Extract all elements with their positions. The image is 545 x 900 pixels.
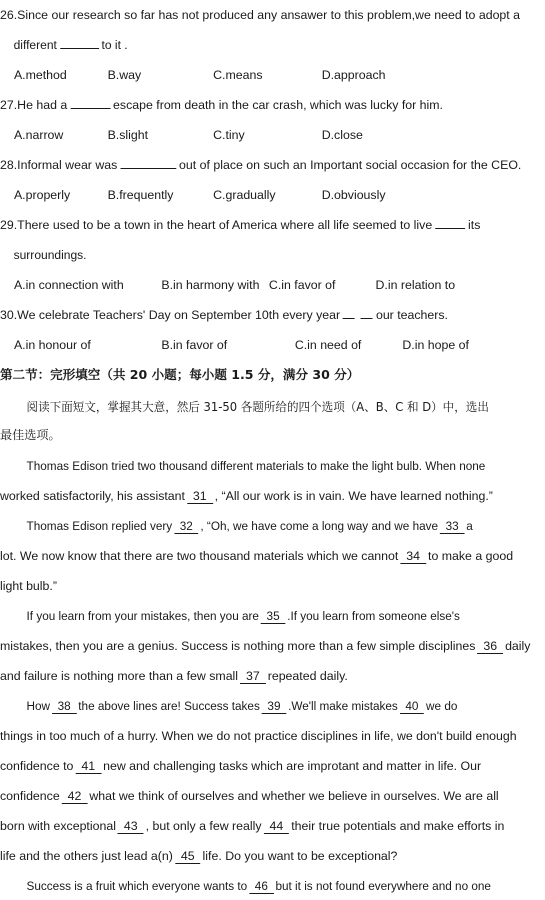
option-a: A.in connection with [13,278,124,292]
passage-text: we do [426,699,458,713]
option-b: B.in harmony with [161,278,260,292]
option-c: C.in favor of [268,278,336,292]
question-29-text-1: 29.There used to be a town in the heart of America where all life seemed to live [0,218,433,232]
answer-blank [343,304,355,319]
blank-38: 38 [52,699,76,714]
passage-text: their true potentials and make efforts in [291,819,505,833]
option-d: D.approach [321,68,386,82]
blank-37: 37 [240,669,266,684]
passage-line [0,845,545,867]
option-d: D.in relation to [375,278,456,292]
passage-text: Success is a fruit which everyone wants to [26,879,248,893]
passage-text: worked satisfactorily, his assistant [0,489,185,503]
option-b: B.way [107,68,142,82]
passage-text: a [466,519,473,533]
question-29-text-2: its [468,218,481,232]
blank-32: 32 [174,519,198,534]
question-27-options [0,124,545,146]
passage-text: repeated daily. [267,669,348,683]
passage-line [0,455,545,477]
passage-text: life and the others just lead a(n) [0,849,173,863]
answer-blank [361,304,373,319]
question-29-text-3: surroundings. [13,248,87,262]
passage-text: confidence to [0,759,74,773]
answer-blank [60,34,99,49]
answer-blank [120,154,176,169]
blank-42: 42 [62,789,88,804]
question-30-text-2: our teachers. [375,308,448,322]
question-30-options [0,334,545,356]
question-28-text-1: 28.Informal wear was [0,158,118,172]
passage-line [0,785,545,807]
blank-36: 36 [477,639,503,654]
question-26-stem [0,4,545,26]
question-26-text-b1: different [13,38,57,52]
option-c: C.gradually [213,188,276,202]
passage-text: , “Oh, we have come a long way and we have [200,519,439,533]
passage-line [0,575,545,597]
passage-line [0,875,545,897]
option-c: C.in need of [294,338,362,352]
blank-39: 39 [262,699,286,714]
option-c: C.tiny [213,128,245,142]
passage-line [0,485,545,507]
passage-line [0,695,545,717]
option-d: D.close [321,128,363,142]
question-27-text-1: 27.He had a [0,98,68,112]
option-b: B.frequently [107,188,174,202]
passage-text: to make a good [428,549,514,563]
blank-43: 43 [118,819,144,834]
question-26-text: 26.Since our research so far has not produced any ansawer to this problem,we need to adopt a [0,8,521,22]
question-29-stem-cont [0,244,545,266]
question-29-options [0,274,545,296]
passage-text: How [26,699,51,713]
option-b: B.in favor of [161,338,228,352]
instructions-line-2: 最佳选项。 [0,428,61,442]
question-27-text-2: escape from death in the car crash, which was lucky for him. [113,98,443,112]
option-d: D.obviously [321,188,386,202]
option-b: B.slight [107,128,149,142]
passage-line [0,665,545,687]
passage-text: new and challenging tasks which are improtant and matter in life. Our [103,759,482,773]
passage-text: the above lines are! Success takes [78,699,260,713]
passage-text: and failure is nothing more than a few small [0,669,239,683]
passage-text: life. Do you want to be exceptional? [202,849,398,863]
question-27-stem [0,94,545,116]
section-instructions-cont [0,424,545,446]
question-30-text-1: 30.We celebrate Teachers' Day on September 10th every year [0,308,341,322]
blank-45: 45 [175,849,201,864]
passage-text: , “All our work is in vain. We have learned nothing.” [214,489,493,503]
passage-line [0,815,545,837]
blank-44: 44 [264,819,290,834]
question-28-options [0,184,545,206]
passage-line [0,635,545,657]
option-c: C.means [213,68,263,82]
blank-31: 31 [187,489,213,504]
blank-34: 34 [400,549,426,564]
answer-blank [435,214,465,229]
passage-text: .If you learn from someone else's [287,609,460,623]
question-26-options [0,64,545,86]
question-26-stem-cont [0,34,545,56]
passage-text: but it is not found everywhere and no one [275,879,491,893]
option-d: D.in hope of [402,338,469,352]
blank-35: 35 [261,609,285,624]
blank-33: 33 [440,519,464,534]
passage-text: lot. We now know that there are two thousand materials which we cannot [0,549,399,563]
passage-line [0,515,545,537]
section-heading [0,364,545,386]
passage-text: Thomas Edison replied very [26,519,173,533]
passage-text: things in too much of a hurry. When we do not practice disciplines in life, we don't build enough [0,729,517,743]
question-28-text-2: out of place on such an Important social occasion for the CEO. [179,158,522,172]
option-a: A.properly [13,188,71,202]
option-a: A.in honour of [13,338,91,352]
passage-text: what we think of ourselves and whether we believe in ourselves. We are all [89,789,499,803]
passage-line [0,545,545,567]
passage-text: daily [505,639,531,653]
blank-41: 41 [75,759,101,774]
passage-line [0,725,545,747]
question-29-stem [0,214,545,236]
passage-text: light bulb.” [0,579,57,593]
option-a: A.narrow [13,128,64,142]
passage-text: confidence [0,789,60,803]
question-30-stem [0,304,545,326]
passage-text: If you learn from your mistakes, then you are [26,609,259,623]
passage-line [0,605,545,627]
passage-text: .We'll make mistakes [288,699,398,713]
question-28-stem [0,154,545,176]
section-title: 第二节：完形填空（共 20 小题；每小题 1.5 分，满分 30 分） [0,367,360,382]
blank-46: 46 [249,879,273,894]
section-instructions [0,396,545,418]
blank-40: 40 [400,699,424,714]
passage-text: mistakes, then you are a genius. Success is nothing more than a few simple disciplines [0,639,476,653]
passage-text: , but only a few really [145,819,262,833]
passage-line [0,755,545,777]
answer-blank [70,94,110,109]
passage-text: born with exceptional [0,819,116,833]
question-26-text-b2: to it . [101,38,128,52]
instructions-line-1: 阅读下面短文，掌握其大意，然后 31-50 各题所给的四个选项（A、B、C 和 D）中，选出 [26,400,489,414]
option-a: A.method [13,68,67,82]
passage-text: Thomas Edison tried two thousand different materials to make the light bulb. When none [26,459,486,473]
